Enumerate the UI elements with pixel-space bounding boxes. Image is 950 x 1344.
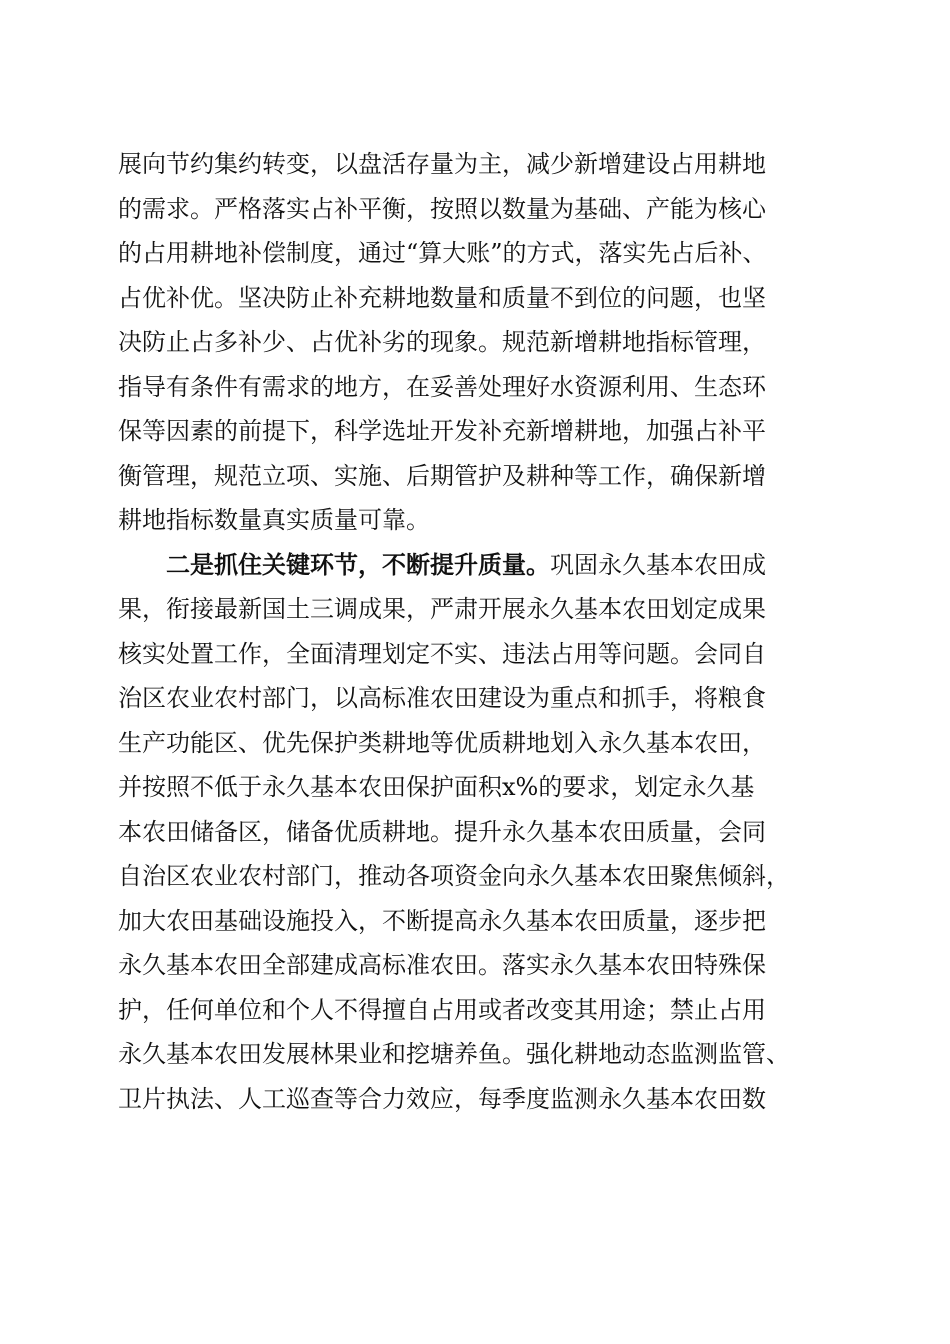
paragraph-2-first-line — [118, 543, 848, 588]
text-line: 本农田储备区，储备优质耕地。提升永久基本农田质量，会同 — [118, 817, 766, 846]
text-line: 并按照不低于永久基本农田保护面积x%的要求，划定永久基 — [118, 773, 755, 801]
text-line: 耕地指标数量真实质量可靠。 — [118, 506, 430, 534]
text-run: 巩固永久基本农田成 — [550, 550, 766, 579]
section-heading: 二是抓住关键环节，不断提升质量。 — [166, 549, 550, 579]
text-line: 的占用耕地补偿制度，通过“算大账”的方式，落实先占后补、 — [118, 239, 767, 267]
text-line: 永久基本农田发展林果业和挖塘养鱼。强化耕地动态监测监管、 — [118, 1040, 790, 1068]
text-line: 保等因素的前提下，科学选址开发补充新增耕地，加强占补平 — [118, 417, 766, 445]
text-line: 果，衔接最新国土三调成果，严肃开展永久基本农田划定成果 — [118, 595, 766, 623]
text-line: 加大农田基础设施投入，不断提高永久基本农田质量，逐步把 — [118, 906, 766, 935]
text-line: 生产功能区、优先保护类耕地等优质耕地划入永久基本农田， — [118, 728, 766, 757]
text-line: 指导有条件有需求的地方，在妥善处理好水资源利用、生态环 — [118, 372, 766, 401]
text-line: 的需求。严格落实占补平衡，按照以数量为基础、产能为核心 — [118, 194, 766, 223]
body-text — [118, 142, 848, 1121]
text-line: 卫片执法、人工巡查等合力效应，每季度监测永久基本农田数 — [118, 1084, 766, 1113]
paragraph-1 — [118, 142, 848, 543]
paragraph-2 — [118, 543, 848, 1122]
text-line: 核实处置工作，全面清理划定不实、违法占用等问题。会同自 — [118, 639, 766, 668]
text-line: 自治区农业农村部门，推动各项资金向永久基本农田聚焦倾斜， — [118, 862, 790, 890]
text-line: 治区农业农村部门，以高标准农田建设为重点和抓手，将粮食 — [118, 684, 766, 712]
text-line: 展向节约集约转变，以盘活存量为主，减少新增建设占用耕地 — [118, 150, 766, 178]
text-line: 永久基本农田全部建成高标准农田。落实永久基本农田特殊保 — [118, 951, 766, 979]
text-line: 占优补优。坚决防止补充耕地数量和质量不到位的问题，也坚 — [118, 283, 766, 312]
text-line: 衡管理，规范立项、实施、后期管护及耕种等工作，确保新增 — [118, 461, 766, 490]
text-line: 护，任何单位和个人不得擅自占用或者改变其用途；禁止占用 — [118, 995, 766, 1024]
text-line: 决防止占多补少、占优补劣的现象。规范新增耕地指标管理， — [118, 328, 766, 356]
